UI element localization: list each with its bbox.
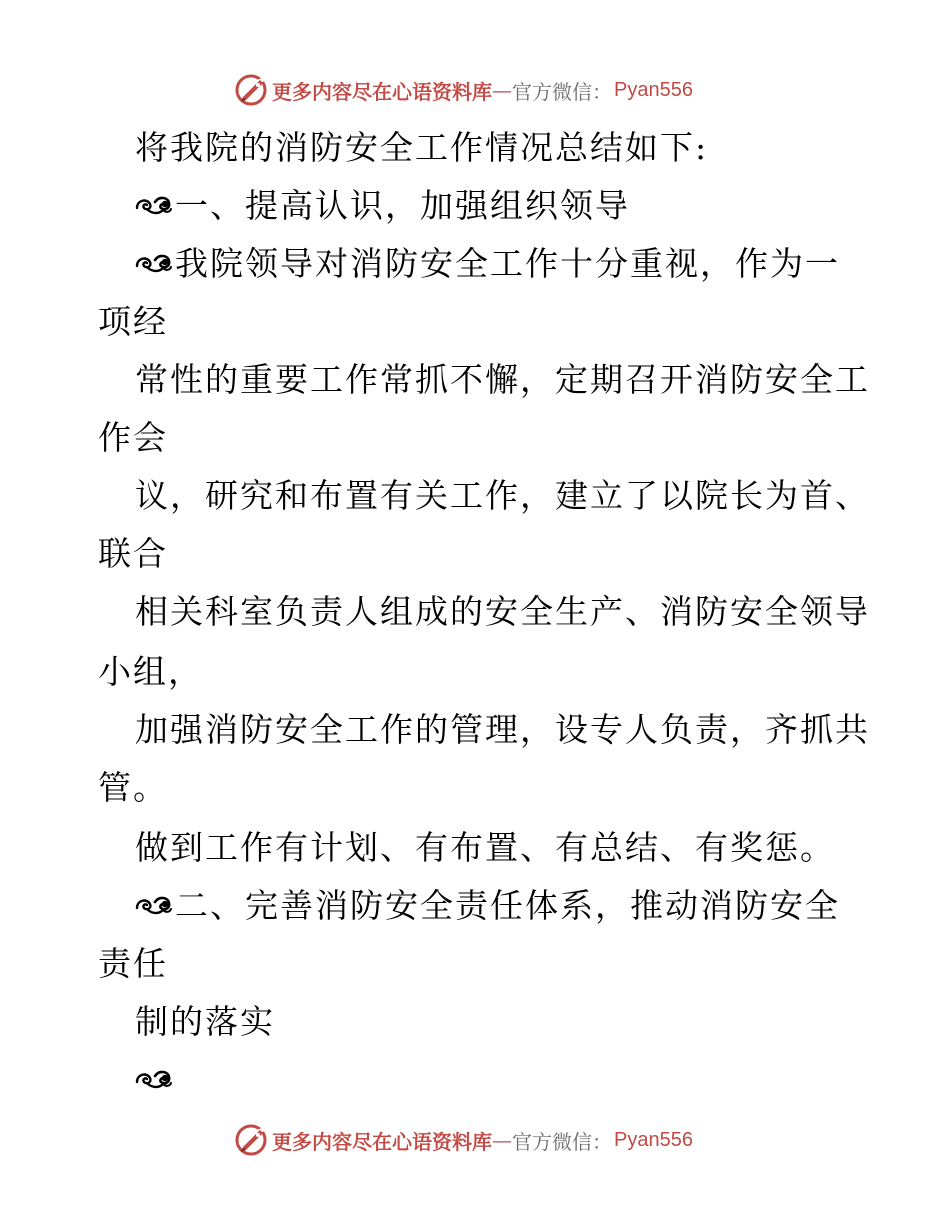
text-line	[135, 1002, 275, 1042]
heading-line	[135, 886, 840, 926]
line-text: 管。	[98, 768, 168, 807]
banner-wechat-id: Pyan556	[614, 78, 693, 101]
text-line	[98, 534, 168, 574]
banner-wechat-label: 官方微信：	[512, 79, 612, 104]
heading-text: 一、提高认识，加强组织领导	[175, 186, 630, 225]
banner-dash: —	[492, 78, 512, 102]
banner-site-text: 更多内容尽在心语资料库	[272, 1129, 492, 1154]
fleuron-bullet-icon	[135, 252, 173, 276]
heading-line	[135, 186, 630, 226]
text-line	[135, 360, 870, 400]
line-text: 做到工作有计划、有布置、有总结、有奖惩。	[135, 828, 835, 867]
line-text: 相关科室负责人组成的安全生产、消防安全领导	[135, 592, 870, 631]
line-text: 责任	[98, 944, 168, 983]
banner-dash: —	[492, 1128, 512, 1152]
banner-site-text: 更多内容尽在心语资料库	[272, 79, 492, 104]
text-line	[98, 768, 168, 808]
pen-logo-icon	[234, 73, 268, 107]
text-line	[98, 944, 168, 984]
line-text: 议，研究和布置有关工作，建立了以院长为首、	[135, 476, 870, 515]
line-text: 联合	[98, 534, 168, 573]
text-line	[135, 828, 835, 868]
line-text: 小组，	[98, 652, 203, 691]
line-text: 我院领导对消防安全工作十分重视，作为一	[175, 244, 840, 283]
line-text: 加强消防安全工作的管理，设专人负责，齐抓共	[135, 710, 870, 749]
banner-wechat-label: 官方微信：	[512, 1129, 612, 1154]
text-line	[98, 302, 168, 342]
text-line	[98, 418, 168, 458]
heading-text: 二、完善消防安全责任体系，推动消防安全	[175, 886, 840, 925]
text-line	[135, 244, 840, 284]
line-text: 作会	[98, 418, 168, 457]
text-line	[135, 592, 870, 632]
line-text: 项经	[98, 302, 168, 341]
text-line	[135, 476, 870, 516]
header-banner	[234, 72, 714, 108]
line-text: 将我院的消防安全工作情况总结如下:	[135, 128, 709, 167]
fleuron-bullet-icon	[135, 894, 173, 918]
footer-banner	[234, 1122, 714, 1158]
line-text: 制的落实	[135, 1002, 275, 1041]
text-line	[135, 1060, 175, 1100]
text-line	[135, 128, 708, 168]
fleuron-bullet-icon	[135, 194, 173, 218]
fleuron-bullet-icon	[135, 1068, 173, 1092]
line-text: 常性的重要工作常抓不懈，定期召开消防安全工	[135, 360, 870, 399]
banner-wechat-id: Pyan556	[614, 1128, 693, 1151]
text-line	[135, 710, 870, 750]
pen-logo-icon	[234, 1123, 268, 1157]
text-line	[98, 652, 203, 692]
